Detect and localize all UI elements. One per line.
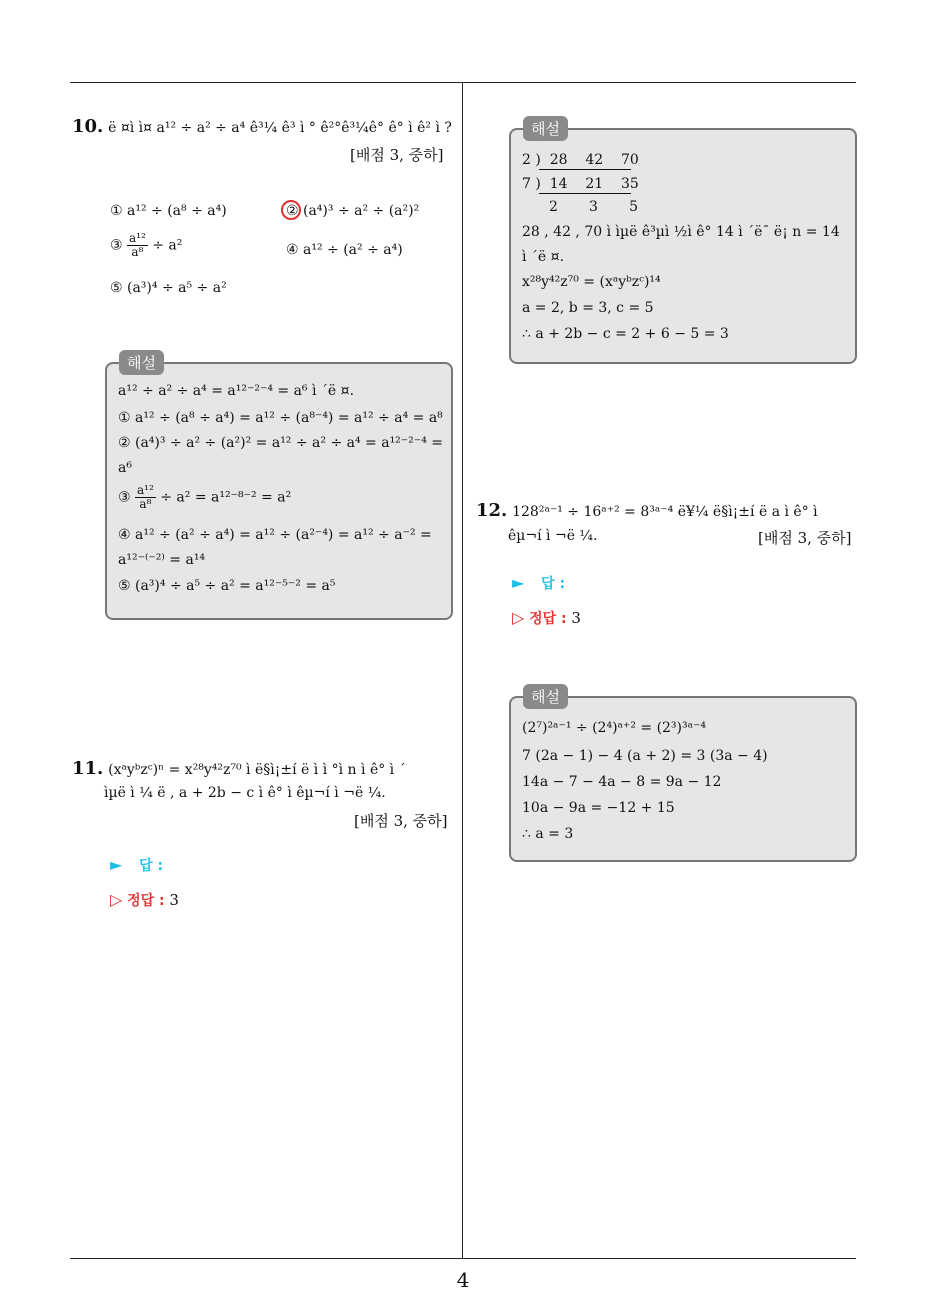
- solution-line: ì ´ë ¤.: [522, 249, 565, 265]
- choice-1[interactable]: ① a¹² ÷ (a⁸ ÷ a⁴): [110, 203, 227, 219]
- question-11: [72, 758, 406, 779]
- solution-line: ② (a⁴)³ ÷ a² ÷ (a²)² = a¹² ÷ a² ÷ a⁴ = a¹²⁻²⁻⁴ =: [118, 435, 443, 451]
- question-text: (xᵃyᵇzᶜ)ⁿ = x²⁸y⁴²z⁷⁰ ì ë§ì¡±í ë ì ì °ì n ì ê° ì ´: [108, 762, 406, 778]
- points-label: [배점 3, 중하]: [758, 529, 852, 547]
- question-10: [72, 116, 452, 137]
- solution-line: x²⁸y⁴²z⁷⁰ = (xᵃyᵇzᶜ)¹⁴: [522, 274, 661, 290]
- solution-line: (2⁷)²ᵃ⁻¹ ÷ (2⁴)ᵃ⁺² = (2³)³ᵃ⁻⁴: [522, 720, 707, 736]
- solution-line-fraction: [118, 484, 291, 511]
- question-number: 11.: [72, 758, 104, 779]
- fraction-denominator: a⁸: [131, 245, 144, 259]
- solution-line: 7 (2a − 1) − 4 (a + 2) = 3 (3a − 4): [522, 748, 768, 764]
- solution-line: 10a − 9a = −12 + 15: [522, 800, 675, 816]
- points-label: [배점 3, 중하]: [350, 146, 444, 164]
- solution-line: a¹² ÷ a² ÷ a⁴ = a¹²⁻²⁻⁴ = a⁶ ì ´ë ¤.: [118, 383, 355, 399]
- fraction: [135, 484, 156, 511]
- question-text: 128²ᵃ⁻¹ ÷ 16ᵃ⁺² = 8³ᵃ⁻⁴ ë¥¼ ë§ì¡±í ë a ì ê° ì: [512, 504, 818, 520]
- solution-line: a = 2, b = 3, c = 5: [522, 300, 654, 316]
- solution-line: ⑤ (a³)⁴ ÷ a⁵ ÷ a² = a¹²⁻⁵⁻² = a⁵: [118, 578, 336, 594]
- answer-label: 답 :: [541, 576, 566, 592]
- choice-3-marker: ③: [110, 237, 123, 254]
- division-row-3: 2 3 5: [549, 199, 639, 215]
- column-divider: [462, 82, 463, 1258]
- answer-label: 답 :: [139, 858, 164, 874]
- division-underline: [539, 169, 631, 170]
- answer-row: [110, 855, 163, 875]
- choice-2[interactable]: ② (a⁴)³ ÷ a² ÷ (a²)²: [286, 203, 420, 219]
- question-text-line2: ìµë ì ¼ ë , a + 2b − c ì ê° ì êµ¬í ì ¬ë ¼.: [104, 785, 386, 801]
- solution-line: ∴ a + 2b − c = 2 + 6 − 5 = 3: [522, 326, 729, 342]
- solution-line: ∴ a = 3: [522, 826, 574, 842]
- question-12: [476, 500, 818, 521]
- fraction-denominator: a⁸: [139, 497, 152, 511]
- outline-arrow-icon: ▷: [512, 608, 525, 627]
- fraction-numerator: a¹²: [129, 231, 146, 245]
- solution-line: a¹²⁻⁽⁻²⁾ = a¹⁴: [118, 552, 206, 568]
- choice-3-rest: ÷ a²: [152, 237, 183, 254]
- solution-line: 14a − 7 − 4a − 8 = 9a − 12: [522, 774, 722, 790]
- choice-3[interactable]: [110, 232, 182, 259]
- play-arrow-icon: ►: [512, 573, 525, 592]
- correct-answer-row: [512, 608, 581, 628]
- answer-row: [512, 573, 565, 593]
- solution-tab: 해설: [119, 350, 164, 375]
- division-underline: [539, 193, 631, 194]
- marker: ③: [118, 489, 131, 506]
- choice-5[interactable]: ⑤ (a³)⁴ ÷ a⁵ ÷ a²: [110, 280, 227, 296]
- division-row-2: 7 ) 14 21 35: [522, 176, 639, 192]
- fraction: [127, 232, 148, 259]
- solution-line: 28 , 42 , 70 ì ìµë ê³µì ½ì ê° 14 ì ´ë¯ ë¡ n = 14: [522, 224, 840, 240]
- page-number: 4: [456, 1268, 470, 1292]
- question-number: 10.: [72, 116, 104, 137]
- play-arrow-icon: ►: [110, 855, 123, 874]
- correct-answer-row: [110, 890, 179, 910]
- choice-4[interactable]: ④ a¹² ÷ (a² ÷ a⁴): [286, 242, 403, 258]
- solution-tab: 해설: [523, 684, 568, 709]
- points-label: [배점 3, 중하]: [354, 812, 448, 830]
- correct-label: 정답 :: [127, 893, 165, 909]
- fraction-numerator: a¹²: [137, 483, 154, 497]
- solution-line: ④ a¹² ÷ (a² ÷ a⁴) = a¹² ÷ (a²⁻⁴) = a¹² ÷ a⁻² =: [118, 527, 432, 543]
- solution-line: ① a¹² ÷ (a⁸ ÷ a⁴) = a¹² ÷ (a⁸⁻⁴) = a¹² ÷ a⁴ = a⁸: [118, 410, 443, 426]
- top-rule: [70, 82, 856, 83]
- solution-line: a⁶: [118, 460, 132, 476]
- fraction-rest: ÷ a² = a¹²⁻⁸⁻² = a²: [160, 489, 292, 506]
- bottom-rule: [70, 1258, 856, 1259]
- question-text: ë ¤ì ì¤ a¹² ÷ a² ÷ a⁴ ê³¼ ê³ ì ° ê²°ê³¼ê° ê° ì ê² ì ?: [108, 120, 452, 136]
- solution-tab: 해설: [523, 116, 568, 141]
- correct-value: 3: [571, 609, 581, 627]
- correct-value: 3: [169, 891, 179, 909]
- outline-arrow-icon: ▷: [110, 890, 123, 909]
- division-row-1: 2 ) 28 42 70: [522, 152, 639, 168]
- question-number: 12.: [476, 500, 508, 521]
- question-text-line2: êµ¬í ì ¬ë ¼.: [508, 528, 598, 544]
- correct-label: 정답 :: [529, 611, 567, 627]
